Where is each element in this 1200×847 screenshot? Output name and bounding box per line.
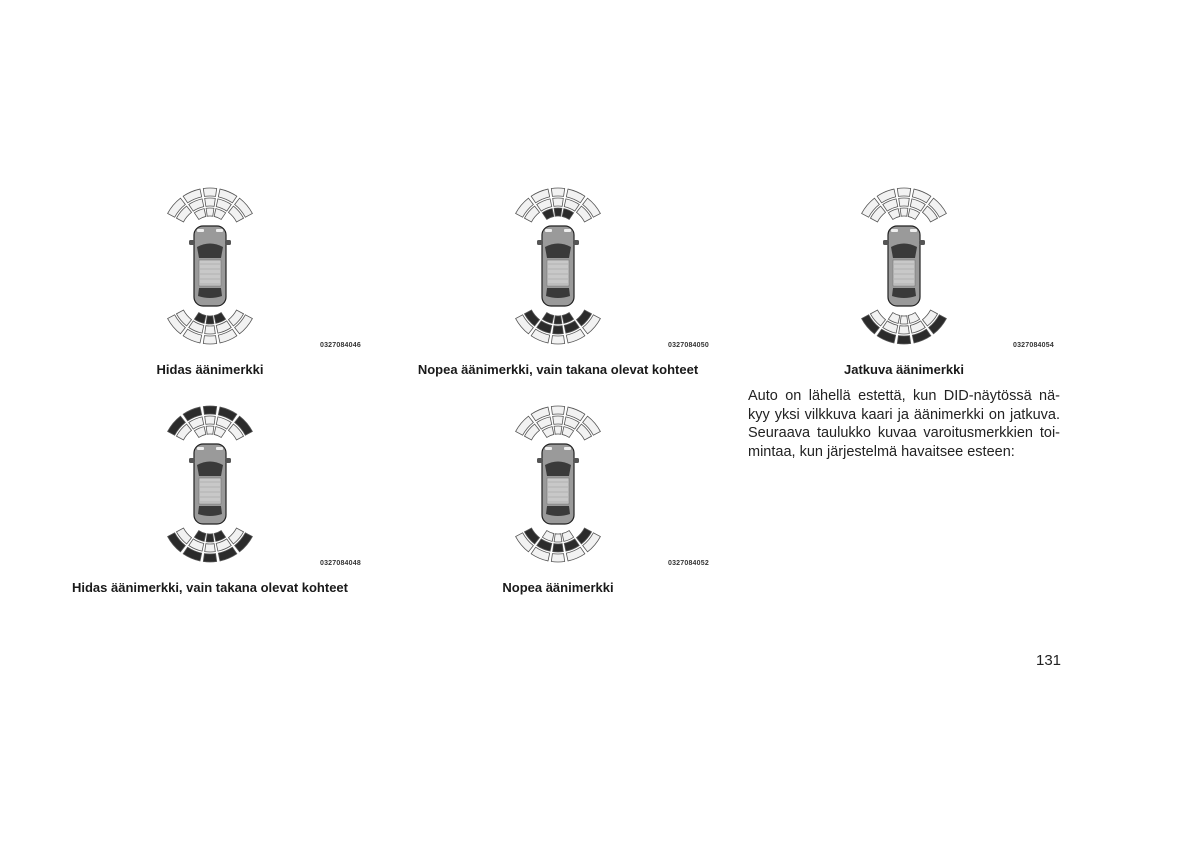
car-mirror-left <box>189 240 195 245</box>
front-sensor-arc-segment <box>888 209 899 220</box>
car-windshield <box>545 462 571 477</box>
figure-caption: Nopea äänimerkki <box>502 580 614 595</box>
car-windshield <box>545 244 571 259</box>
car-mirror-right <box>225 240 231 245</box>
front-sensor-arc-segment <box>542 209 553 220</box>
front-sensor-arc-segment <box>205 198 216 206</box>
car-headlight-left <box>197 447 204 450</box>
parking-sensor-diagram <box>844 180 1064 355</box>
front-sensor-arc-segment <box>214 427 225 438</box>
car-headlight-right <box>910 229 917 232</box>
parking-sensor-diagram <box>498 180 718 355</box>
car-headlight-left <box>545 447 552 450</box>
rear-sensor-arc-segment <box>554 534 562 542</box>
rear-sensor-arc-segment <box>553 326 564 334</box>
body-line: mintaa, kun järjestelmä havaitsee esteen: <box>748 443 1015 460</box>
front-sensor-arc-segment <box>554 426 562 434</box>
car-rear-window <box>198 288 222 298</box>
front-sensor-arc-segment <box>542 427 553 438</box>
rear-sensor-arc-segment <box>214 531 225 542</box>
rear-sensor-arc-segment <box>203 336 216 344</box>
rear-sensor-arc-segment <box>194 531 205 542</box>
car-mirror-right <box>919 240 925 245</box>
front-sensor-arc-segment <box>553 416 564 424</box>
rear-sensor-arc-segment <box>542 313 553 324</box>
car-mirror-right <box>225 458 231 463</box>
front-sensor-arc-segment <box>562 209 573 220</box>
car-mirror-left <box>537 458 543 463</box>
car-headlight-right <box>216 229 223 232</box>
figure-code: 0327084054 <box>1013 342 1054 349</box>
body-line: Auto on lähellä estettä, kun DID-näytössä nä- <box>748 388 1060 404</box>
parking-sensor-figure <box>498 180 718 355</box>
car-headlight-right <box>564 447 571 450</box>
front-sensor-arc-segment <box>562 427 573 438</box>
rear-sensor-arc-segment <box>542 531 553 542</box>
car-mirror-left <box>537 240 543 245</box>
rear-sensor-arc-segment <box>206 534 214 542</box>
rear-sensor-arc-segment <box>551 554 564 562</box>
body-paragraph <box>748 387 1060 461</box>
car-rear-window <box>546 288 570 298</box>
rear-sensor-arc-segment <box>554 316 562 324</box>
car-windshield <box>197 462 223 477</box>
rear-sensor-arc-segment <box>908 313 919 324</box>
front-sensor-arc-segment <box>554 208 562 216</box>
figure-caption: Jatkuva äänimerkki <box>844 362 964 377</box>
car-top-view <box>189 444 231 524</box>
car-rear-window <box>546 506 570 516</box>
front-sensor-arc-segment <box>194 209 205 220</box>
figure-code: 0327084050 <box>668 342 709 349</box>
car-mirror-right <box>573 458 579 463</box>
front-sensor-arc-segment <box>900 208 908 216</box>
front-sensor-arc-segment <box>551 406 564 414</box>
car-top-view <box>189 226 231 306</box>
rear-sensor-arc-segment <box>888 313 899 324</box>
rear-sensor-arc-segment <box>206 316 214 324</box>
rear-sensor-arc-segment <box>203 554 216 562</box>
parking-sensor-diagram <box>150 180 370 355</box>
car-headlight-left <box>891 229 898 232</box>
car-rear-window <box>892 288 916 298</box>
parking-sensor-figure <box>498 398 718 573</box>
car-windshield <box>197 244 223 259</box>
parking-sensor-diagram <box>150 398 370 573</box>
car-mirror-left <box>883 240 889 245</box>
front-sensor-arc-segment <box>206 208 214 216</box>
car-headlight-right <box>216 447 223 450</box>
parking-sensor-figure <box>844 180 1064 355</box>
car-top-view <box>537 444 579 524</box>
figure-caption: Hidas äänimerkki <box>156 362 264 377</box>
front-sensor-arc-segment <box>194 427 205 438</box>
car-mirror-left <box>189 458 195 463</box>
body-line: Seuraava taulukko kuvaa varoitusmerkkien toi- <box>748 425 1060 441</box>
car-mirror-right <box>573 240 579 245</box>
rear-sensor-arc-segment <box>562 531 573 542</box>
parking-sensor-diagram <box>498 398 718 573</box>
front-sensor-arc-segment <box>908 209 919 220</box>
front-sensor-arc-segment <box>899 198 910 206</box>
rear-sensor-arc-segment <box>194 313 205 324</box>
car-headlight-left <box>545 229 552 232</box>
car-rear-window <box>198 506 222 516</box>
rear-sensor-arc-segment <box>551 336 564 344</box>
front-sensor-arc-segment <box>897 188 910 196</box>
front-sensor-arc-segment <box>206 426 214 434</box>
page-number: 131 <box>1036 652 1062 669</box>
rear-sensor-arc-segment <box>897 336 910 344</box>
rear-sensor-arc-segment <box>214 313 225 324</box>
front-sensor-arc-segment <box>203 188 216 196</box>
car-windshield <box>891 244 917 259</box>
body-line: kyy yksi vilkkuva kaari ja äänimerkki on jatkuva. <box>748 406 1060 423</box>
figure-caption: Hidas äänimerkki, vain takana olevat kohteet <box>71 580 348 595</box>
parking-sensor-figure <box>150 180 370 355</box>
figure-code: 0327084048 <box>320 560 361 567</box>
rear-sensor-arc-segment <box>205 544 216 552</box>
figure-code: 0327084046 <box>320 342 361 349</box>
rear-sensor-arc-segment <box>562 313 573 324</box>
front-sensor-arc-segment <box>203 406 216 414</box>
rear-sensor-arc-segment <box>900 316 908 324</box>
rear-sensor-arc-segment <box>899 326 910 334</box>
figure-code: 0327084052 <box>668 560 709 567</box>
front-sensor-arc-segment <box>205 416 216 424</box>
rear-sensor-arc-segment <box>205 326 216 334</box>
front-sensor-arc-segment <box>214 209 225 220</box>
parking-sensor-figure <box>150 398 370 573</box>
figure-caption: Nopea äänimerkki, vain takana olevat kohteet <box>417 362 699 377</box>
front-sensor-arc-segment <box>551 188 564 196</box>
car-top-view <box>883 226 925 306</box>
car-top-view <box>537 226 579 306</box>
car-headlight-left <box>197 229 204 232</box>
front-sensor-arc-segment <box>553 198 564 206</box>
car-headlight-right <box>564 229 571 232</box>
rear-sensor-arc-segment <box>553 544 564 552</box>
